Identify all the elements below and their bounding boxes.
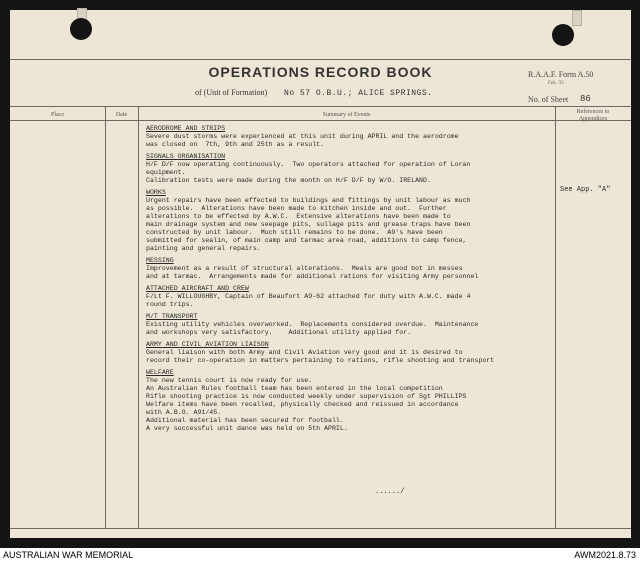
entry-heading: WORKS (146, 189, 166, 196)
place-date-divider (105, 106, 106, 528)
entry-text-line: Calibration tests were made during the month on H/F D/F by W/O. IRELAND. (146, 177, 431, 184)
column-head-rule (10, 120, 631, 121)
sheet-number: 86 (580, 94, 591, 104)
entry-text-line: H/F D/F now operating continuously. Two operators attached for operation of Loran (146, 161, 471, 168)
entry-text-line: submitted for sealin, of main camp and tarmac area road, additions to camp fence, (146, 237, 467, 244)
entry-text-line: was closed on 7th, 9th and 25th as a result. (146, 141, 325, 148)
entry-text-line: round trips. (146, 301, 194, 308)
column-header-references (555, 109, 631, 123)
entry-text-line: An Australian Rules football team has been entered in the local competition (146, 385, 443, 392)
references-header-line-2: Appendices (578, 116, 608, 122)
entry-section (146, 153, 571, 185)
appendix-reference: See App. "A" (560, 186, 611, 194)
entry-text-line: Improvement as a result of structural alterations. Meals are good bot in messes (146, 265, 463, 272)
entry-text-line: The new tennis court is now ready for use. (146, 377, 313, 384)
column-header-place: Place (51, 112, 64, 118)
bottom-rule (10, 528, 631, 529)
entry-section (146, 313, 571, 337)
entry-text-line: General liaison with both Army and Civil Aviation very good and it is desired to (146, 349, 463, 356)
entry-heading: SIGNALS ORGANISATION (146, 153, 226, 160)
entry-text-line: and at tarmac. Arrangements made for additional rations for visiting Army personnel (146, 273, 479, 280)
entry-text-line: Additional material has been secured for football. (146, 417, 344, 424)
sheet-label: No. of Sheet (528, 95, 569, 104)
entry-section (146, 285, 571, 309)
entry-text-line: Existing utility vehicles overworked. Replacements considered overdue. Maintenance (146, 321, 479, 328)
entry-section (146, 189, 571, 253)
binder-tab-right (572, 10, 582, 26)
summary-entries (146, 125, 571, 437)
references-header-line-1: References to (576, 109, 610, 115)
continuation-mark: ....../ (375, 488, 405, 496)
entry-text-line: Welfare items have been recalled, physically checked and reissued in accordance (146, 401, 459, 408)
entry-text-line: main drainage system and new seepage pits, sullage pits and grease traps have been (146, 221, 471, 228)
entry-heading: ARMY AND CIVIL AVIATION LIAISON (146, 341, 269, 348)
entry-text-line: alterations to be effected by A.W.C. Extensive alterations have been made to (146, 213, 451, 220)
punch-hole-left (70, 18, 92, 40)
form-label: R.A.A.F. Form A.50 (528, 70, 594, 79)
entry-section (146, 369, 571, 433)
record-sheet (10, 10, 631, 538)
entry-text-line: constructed by unit labour. Much still remains to be done. A9's have been (146, 229, 443, 236)
entry-text-line: equipment. (146, 169, 186, 176)
column-header-summary: Summary of Events (322, 112, 371, 118)
date-summary-divider (138, 106, 139, 528)
unit-value: No 57 O.B.U.; ALICE SPRINGS. (284, 89, 433, 98)
entry-section (146, 125, 571, 149)
unit-label: of (Unit of Formation) (195, 88, 268, 97)
entry-text-line: and workshops very satisfactory. Additional utility applied for. (146, 329, 412, 336)
entry-text-line: record their co-operation in matters pertaining to rations, rifle shooting and transport (146, 357, 495, 364)
entry-text-line: A very successful unit dance was held on 5th APRIL. (146, 425, 348, 432)
entry-section (146, 341, 571, 365)
entry-heading: AERODROME AND STRIPS (146, 125, 226, 132)
entry-heading: WELFARE (146, 369, 174, 376)
footer-credit: AUSTRALIAN WAR MEMORIAL (3, 550, 134, 560)
header-rule (10, 106, 631, 107)
entry-text-line: Severe dust storms were experienced at this unit during APRIL and the aerodrome (146, 133, 459, 140)
top-rule (10, 59, 631, 60)
unit-line (195, 88, 432, 98)
entry-heading: M/T TRANSPORT (146, 313, 198, 320)
entry-text-line: painting and general repairs. (146, 245, 261, 252)
column-header-date: Date (115, 112, 128, 118)
entry-text-line: Urgent repairs have been effected to buildings and fittings by unit labour as much (146, 197, 471, 204)
form-sub: Feb. '35 (548, 81, 564, 86)
entry-text-line: F/Lt F. WILLOUGHBY, Captain of Beaufort A9-62 attached for duty with A.W.C. made 4 (146, 293, 471, 300)
page-title: OPERATIONS RECORD BOOK (208, 64, 433, 80)
footer-accession-number: AWM2021.8.73 (574, 550, 636, 560)
entry-section (146, 257, 571, 281)
punch-hole-right (552, 24, 574, 46)
entry-heading: ATTACHED AIRCRAFT AND CREW (146, 285, 249, 292)
entry-text-line: with A.B.O. A91/45. (146, 409, 222, 416)
entry-heading: MESSING (146, 257, 174, 264)
entry-text-line: Rifle shooting practice is now conducted weekly under supervision of Sgt PHILLIPS (146, 393, 467, 400)
entry-text-line: as possible. Alterations have been made to kitchen inside and out. Further (146, 205, 447, 212)
